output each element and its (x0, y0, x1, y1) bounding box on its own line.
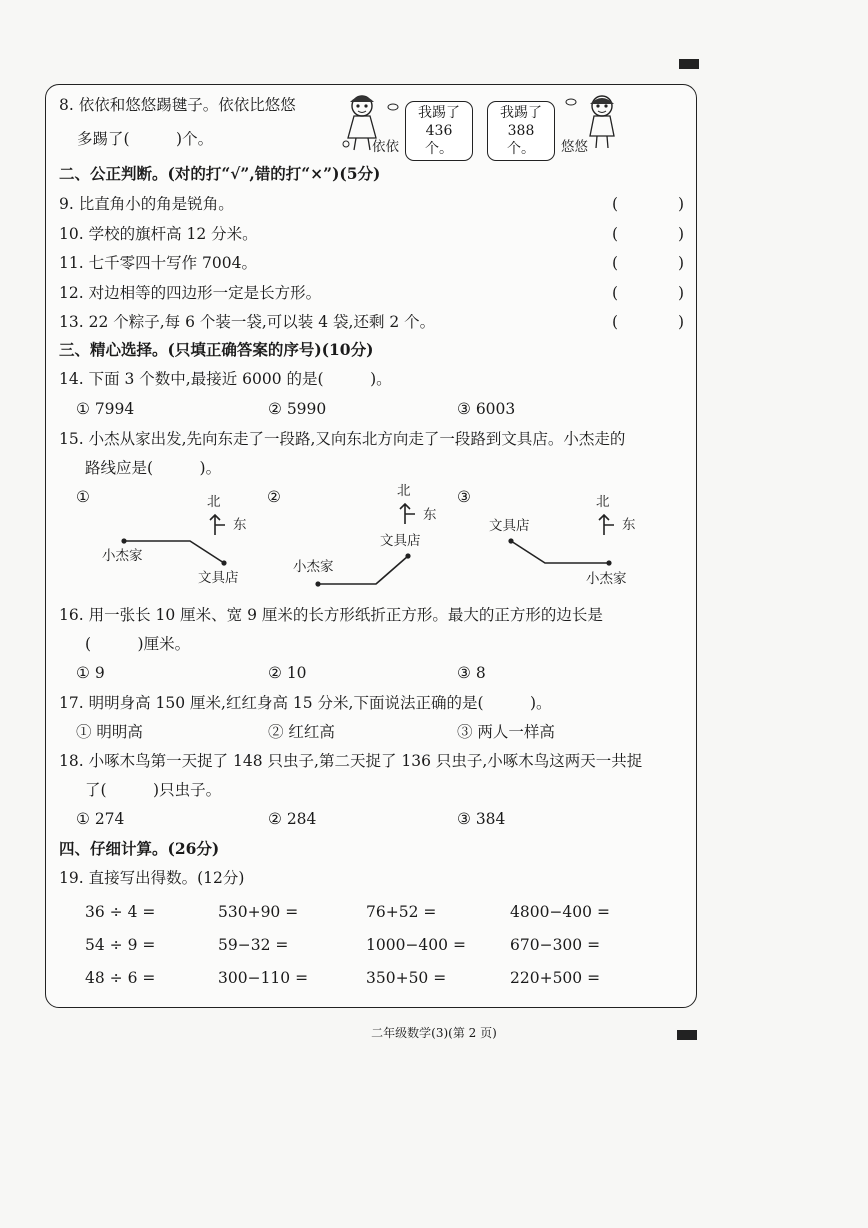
diagram1-compass-icon (203, 513, 227, 537)
calc-r1-c3: 76+52 = (366, 903, 437, 921)
q10-text: 10. 学校的旗杆高 12 分米。 (59, 225, 258, 243)
q10-paren-close: ) (678, 225, 685, 243)
diagram3-compass-icon (592, 513, 616, 537)
q8-line2: 多踢了( )个。 (77, 130, 214, 148)
calc-r3-c1: 48 ÷ 6 = (85, 969, 156, 987)
thought-dot-right-icon (565, 98, 577, 106)
q8-name-left: 依依 (372, 139, 399, 155)
section3-heading: 三、精心选择。(只填正确答案的序号)(10分) (59, 340, 374, 359)
q9-text: 9. 比直角小的角是锐角。 (59, 195, 234, 213)
q14-option-2: ② 5990 (268, 400, 327, 418)
diagram1-home-label: 小杰家 (102, 548, 143, 564)
q17-option-3: ③ 两人一样高 (457, 723, 555, 741)
diagram1-north-label: 北 (207, 494, 221, 510)
q16-stem-line1: 16. 用一张长 10 厘米、宽 9 厘米的长方形纸折正方形。最大的正方形的边长是 (59, 606, 603, 624)
calc-r1-c2: 530+90 = (218, 903, 299, 921)
q15-stem-line2: 路线应是( )。 (85, 459, 222, 477)
bubble-left-line2: 436 个。 (425, 123, 453, 157)
q18-stem-line2: 了( )只虫子。 (85, 781, 222, 799)
q16-option-1: ① 9 (76, 664, 105, 682)
registration-mark-top (679, 59, 699, 69)
q12-paren-open: ( (612, 284, 619, 302)
q18-option-3: ③ 384 (457, 810, 506, 828)
calc-r3-c2: 300−110 = (218, 969, 309, 987)
q18-option-2: ② 284 (268, 810, 317, 828)
q15-option-2-label: ② (267, 488, 281, 506)
calc-r1-c1: 36 ÷ 4 = (85, 903, 156, 921)
diagram2-store-label: 文具店 (380, 533, 421, 549)
q11-paren-open: ( (612, 254, 619, 272)
q17-option-2: ② 红红高 (268, 723, 335, 741)
q13-paren-close: ) (678, 313, 685, 331)
q13-paren-open: ( (612, 313, 619, 331)
q19-heading: 19. 直接写出得数。(12分) (59, 869, 245, 887)
diagram3-east-label: 东 (622, 517, 636, 533)
calc-r3-c3: 350+50 = (366, 969, 447, 987)
calc-r2-c1: 54 ÷ 9 = (85, 936, 156, 954)
q8-name-right: 悠悠 (561, 139, 588, 155)
diagram2-home-label: 小杰家 (293, 559, 334, 575)
q16-option-3: ③ 8 (457, 664, 486, 682)
bubble-right-line1: 我踢了 (500, 105, 542, 121)
speech-bubble-left (405, 101, 473, 161)
q14-option-3: ③ 6003 (457, 400, 516, 418)
q11-text: 11. 七千零四十写作 7004。 (59, 254, 257, 272)
page-footer: 二年级数学(3)(第 2 页) (371, 1026, 497, 1040)
q9-paren-open: ( (612, 195, 619, 213)
section4-heading: 四、仔细计算。(26分) (59, 839, 220, 858)
calc-r2-c2: 59−32 = (218, 936, 289, 954)
q14-option-1: ① 7994 (76, 400, 135, 418)
q14-stem: 14. 下面 3 个数中,最接近 6000 的是( )。 (59, 370, 392, 388)
q12-paren-close: ) (678, 284, 685, 302)
q13-text: 13. 22 个粽子,每 6 个装一袋,可以装 4 袋,还剩 2 个。 (59, 313, 436, 331)
q18-option-1: ① 274 (76, 810, 125, 828)
thought-dot-left-icon (387, 103, 399, 111)
diagram2-east-label: 东 (423, 507, 437, 523)
diagram2-compass-icon (393, 502, 417, 526)
q10-paren-open: ( (612, 225, 619, 243)
q18-stem-line1: 18. 小啄木鸟第一天捉了 148 只虫子,第二天捉了 136 只虫子,小啄木鸟这两天一共捉 (59, 752, 643, 770)
calc-r3-c4: 220+500 = (510, 969, 601, 987)
diagram2-north-label: 北 (397, 483, 411, 499)
q9-paren-close: ) (678, 195, 685, 213)
q11-paren-close: ) (678, 254, 685, 272)
diagram1-east-label: 东 (233, 517, 247, 533)
q17-option-1: ① 明明高 (76, 723, 143, 741)
q16-option-2: ② 10 (268, 664, 307, 682)
calc-r1-c4: 4800−400 = (510, 903, 610, 921)
girl-youyou-illustration (582, 92, 622, 150)
q15-option-3-label: ③ (457, 488, 471, 506)
calc-r2-c3: 1000−400 = (366, 936, 466, 954)
diagram3-store-label: 文具店 (489, 518, 530, 534)
calc-r2-c4: 670−300 = (510, 936, 601, 954)
speech-bubble-right (487, 101, 555, 161)
diagram3-home-label: 小杰家 (586, 571, 627, 587)
section2-heading: 二、公正判断。(对的打“√”,错的打“×”)(5分) (59, 164, 381, 183)
bubble-right-line2: 388 个。 (507, 123, 535, 157)
q16-stem-line2: ( )厘米。 (85, 635, 191, 653)
q8-line1: 8. 依依和悠悠踢毽子。依依比悠悠 (59, 96, 296, 114)
q17-stem: 17. 明明身高 150 厘米,红红身高 15 分米,下面说法正确的是( )。 (59, 694, 552, 712)
q15-option-1-label: ① (76, 488, 90, 506)
q12-text: 12. 对边相等的四边形一定是长方形。 (59, 284, 322, 302)
diagram3-north-label: 北 (596, 494, 610, 510)
q15-stem-line1: 15. 小杰从家出发,先向东走了一段路,又向东北方向走了一段路到文具店。小杰走的 (59, 430, 626, 448)
bubble-left-line1: 我踢了 (418, 105, 460, 121)
diagram1-store-label: 文具店 (198, 570, 239, 586)
